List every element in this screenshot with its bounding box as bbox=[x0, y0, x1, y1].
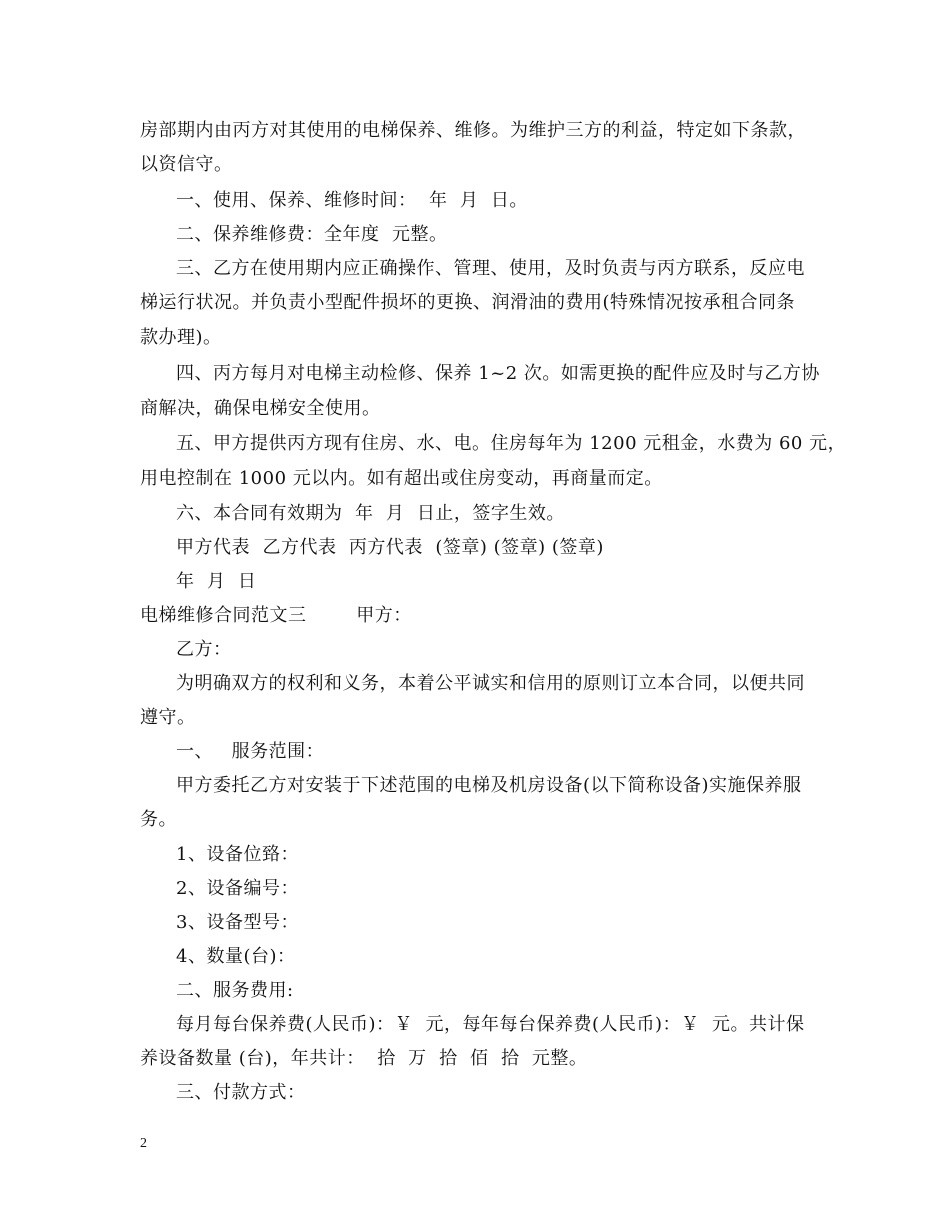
text-line: 款办理)。 bbox=[140, 327, 222, 348]
text-line: 遵守。 bbox=[140, 707, 196, 728]
text-line: 五、甲方提供丙方现有住房、水、电。住房每年为 1200 元租金，水费为 60 元， bbox=[176, 433, 847, 454]
text-line: 养设备数量 (台)，年共计： 拾 万 拾 佰 拾 元整。 bbox=[140, 1048, 588, 1069]
text-line: 四、丙方每月对电梯主动检修、保养 1~2 次。如需更换的配件应及时与乙方协 bbox=[176, 363, 820, 384]
text-line: 梯运行状况。并负责小型配件损坏的更换、润滑油的费用(特殊情况按承租合同条 bbox=[140, 292, 796, 313]
text-line: 务。 bbox=[140, 809, 177, 830]
text-line: 以资信守。 bbox=[140, 154, 233, 175]
text-line: 商解决，确保电梯安全使用。 bbox=[140, 398, 381, 419]
text-line: 二、保养维修费：全年度 元整。 bbox=[176, 224, 448, 245]
text-line: 甲方委托乙方对安装于下述范围的电梯及机房设备(以下简称设备)实施保养服 bbox=[176, 775, 802, 796]
page-number: 2 bbox=[140, 1136, 147, 1151]
text-line: 每月每台保养费(人民币)：￥ 元，每年每台保养费(人民币)：￥ 元。共计保 bbox=[176, 1014, 805, 1035]
text-line: 一、 服务范围： bbox=[176, 741, 325, 762]
text-line: 三、乙方在使用期内应正确操作、管理、使用，及时负责与丙方联系，反应电 bbox=[176, 258, 805, 279]
text-line: 1、设备位臵： bbox=[176, 844, 299, 865]
text-line: 房部期内由丙方对其使用的电梯保养、维修。为维护三方的利益，特定如下条款， bbox=[140, 120, 806, 141]
text-line: 六、本合同有效期为 年 月 日止，签字生效。 bbox=[176, 503, 565, 524]
text-line: 一、使用、保养、维修时间： 年 月 日。 bbox=[176, 190, 528, 211]
text-line: 年 月 日 bbox=[176, 571, 257, 592]
text-line: 4、数量(台)： bbox=[176, 946, 296, 967]
text-line: 为明确双方的权利和义务，本着公平诚实和信用的原则订立本合同，以便共同 bbox=[176, 673, 805, 694]
text-line: 用电控制在 1000 元以内。如有超出或住房变动，再商量而定。 bbox=[140, 468, 663, 489]
text-line: 三、付款方式： bbox=[176, 1082, 306, 1103]
text-line: 二、服务费用: bbox=[176, 980, 294, 1001]
text-line: 乙方： bbox=[176, 639, 232, 660]
text-line: 甲方代表 乙方代表 丙方代表 (签章) (签章) (签章) bbox=[176, 537, 604, 558]
text-line: 电梯维修合同范文三 甲方： bbox=[140, 605, 412, 626]
text-line: 2、设备编号： bbox=[176, 878, 299, 899]
text-line: 3、设备型号： bbox=[176, 912, 299, 933]
